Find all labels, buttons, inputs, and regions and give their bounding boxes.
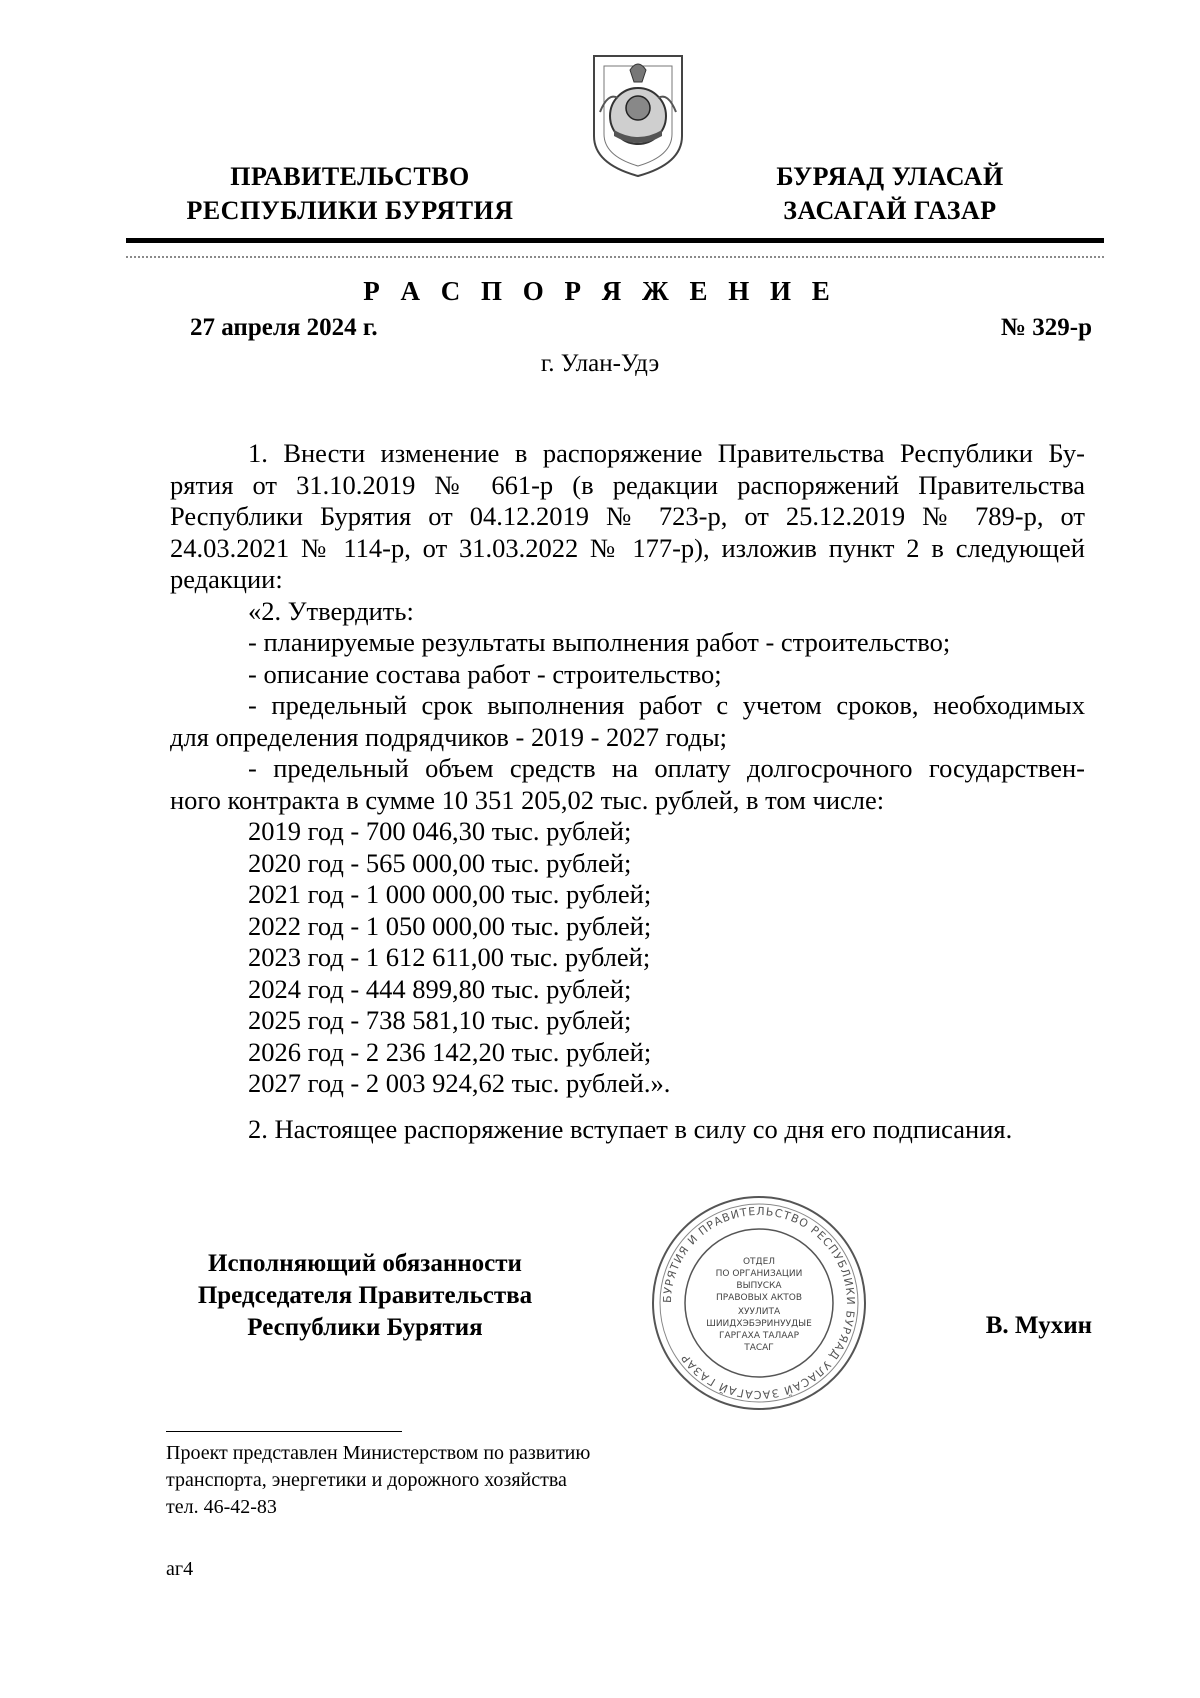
- header-right-line: БУРЯАД УЛАСАЙ: [776, 162, 1004, 191]
- document-date: 27 апреля 2024 г.: [190, 314, 378, 341]
- svg-text:ВЫПУСКА: ВЫПУСКА: [736, 1281, 782, 1291]
- svg-text:ХУУЛИТА: ХУУЛИТА: [737, 1307, 781, 1317]
- signatory-name: В. Мухин: [985, 1312, 1092, 1339]
- footnote-line: транспорта, энергетики и дорожного хозяйства: [166, 1469, 567, 1491]
- svg-text:БУРЯТИЯ И ПРАВИТЕЛЬСТВО РЕСПУБ: БУРЯТИЯ И ПРАВИТЕЛЬСТВО РЕСПУБЛИКИ БУРЯАД УЛАСАЙ ЗАСАГАЙ ГАЗАР: [660, 1204, 858, 1402]
- footnote-line: Проект представлен Министерством по развитию: [166, 1442, 591, 1464]
- svg-text:ШИИДХЭБЭРИНУУДЫЕ: ШИИДХЭБЭРИНУУДЫЕ: [706, 1319, 812, 1329]
- signatory-line: Республики Бурятия: [247, 1314, 483, 1341]
- list-item: - предельный срок выполнения работ с учетом сроков, необходимых: [248, 690, 1085, 720]
- footnote-divider: [166, 1431, 402, 1432]
- list-item-cont: для определения подрядчиков - 2019 - 2027 годы;: [170, 721, 728, 752]
- list-item: - описание состава работ - строительство;: [248, 658, 722, 689]
- list-item-cont: ного контракта в сумме 10 351 205,02 тыс. рублей, в том числе:: [170, 784, 885, 815]
- year-line: 2019 год - 700 046,30 тыс. рублей;: [248, 816, 632, 846]
- year-line: 2026 год - 2 236 142,20 тыс. рублей;: [248, 1036, 652, 1067]
- document-number: № 329-р: [1000, 314, 1092, 341]
- header-right-line: ЗАСАГАЙ ГАЗАР: [783, 196, 997, 225]
- approve-line: «2. Утвердить:: [248, 595, 414, 626]
- footnote-line: тел. 46-42-83: [166, 1496, 277, 1518]
- svg-text:ПО ОРГАНИЗАЦИИ: ПО ОРГАНИЗАЦИИ: [715, 1269, 803, 1279]
- year-line: 2023 год - 1 612 611,00 тыс. рублей;: [248, 942, 651, 972]
- year-line: 2025 год - 738 581,10 тыс. рублей;: [248, 1005, 632, 1035]
- list-item: - планируемые результаты выполнения работ - строительство;: [248, 627, 951, 657]
- header-left-line: РЕСПУБЛИКИ БУРЯТИЯ: [186, 196, 514, 225]
- body-line: Республики Бурятия от 04.12.2019 № 723-р, от 25.12.2019 № 789-р, от: [170, 501, 1085, 531]
- official-seal-stamp: [648, 1192, 870, 1414]
- header-divider: [126, 238, 1104, 243]
- signatory-position: [160, 1248, 570, 1344]
- header-left: [160, 160, 540, 228]
- year-line: 2021 год - 1 000 000,00 тыс. рублей;: [248, 879, 652, 909]
- svg-text:ТАСАГ: ТАСАГ: [744, 1343, 774, 1353]
- body-paragraph-2: 2. Настоящее распоряжение вступает в силу со дня его подписания.: [248, 1113, 1013, 1144]
- year-line: 2024 год - 444 899,80 тыс. рублей;: [248, 973, 632, 1004]
- header-dotted-divider: [126, 256, 1104, 258]
- document-body: [170, 438, 1085, 1145]
- svg-text:ГАРГАХА ТАЛААР: ГАРГАХА ТАЛААР: [718, 1331, 800, 1341]
- document-title: Р А С П О Р Я Ж Е Н И Е: [363, 276, 837, 306]
- coat-of-arms-emblem: [590, 52, 686, 180]
- body-line: 24.03.2021 № 114-р, от 31.03.2022 № 177-р), изложив пункт 2 в следующей: [170, 532, 1085, 563]
- signatory-line: Председателя Правительства: [197, 1282, 533, 1309]
- document-city: г. Улан-Удэ: [540, 350, 660, 377]
- svg-text:ОТДЕЛ: ОТДЕЛ: [742, 1257, 776, 1267]
- body-line: редакции:: [170, 564, 283, 594]
- document-code: аг4: [166, 1558, 194, 1580]
- year-line: 2020 год - 565 000,00 тыс. рублей;: [248, 847, 632, 878]
- body-line: рятия от 31.10.2019 № 661-р (в редакции распоряжений Правительства: [170, 469, 1085, 500]
- body-line: 1. Внести изменение в распоряжение Правительства Республики Бу-: [248, 438, 1085, 468]
- list-item: - предельный объем средств на оплату долгосрочного государствен-: [248, 753, 1085, 783]
- year-line: 2027 год - 2 003 924,62 тыс. рублей.».: [248, 1068, 671, 1098]
- header-left-line: ПРАВИТЕЛЬСТВО: [230, 162, 470, 191]
- header-right: [740, 160, 1040, 228]
- svg-text:ПРАВОВЫХ АКТОВ: ПРАВОВЫХ АКТОВ: [715, 1293, 803, 1303]
- signatory-line: Исполняющий обязанности: [208, 1250, 522, 1277]
- year-line: 2022 год - 1 050 000,00 тыс. рублей;: [248, 910, 652, 941]
- footnote: [166, 1440, 590, 1521]
